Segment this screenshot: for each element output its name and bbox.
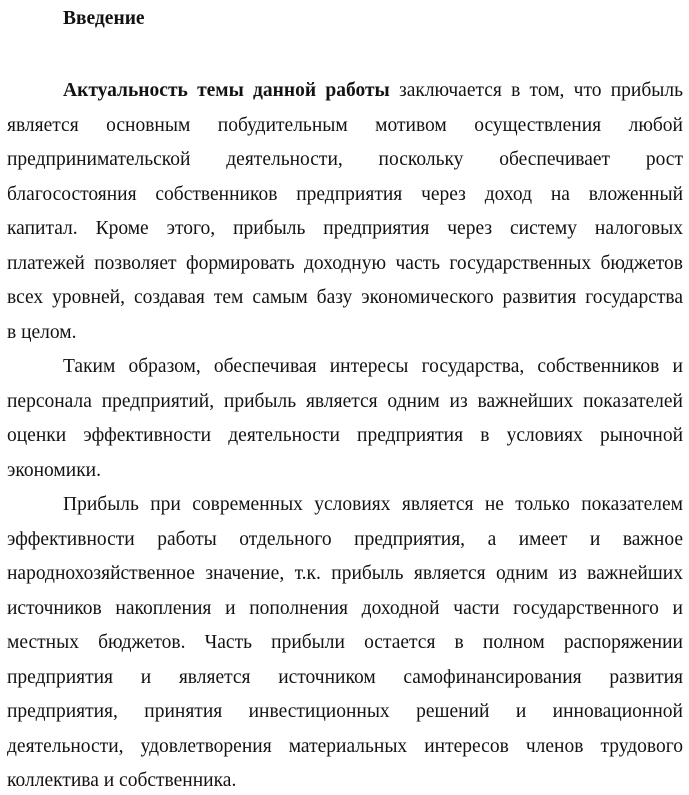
text-line: всех уровней, создавая тем самым базу экономического развития государства [7,287,683,308]
section-heading: Введение [63,8,145,29]
text-line: оценки эффективности деятельности предприятия в условиях рыночной [7,425,683,446]
text-line [7,74,683,109]
text-line: деятельности, удовлетворения материальных интересов членов трудового [7,735,683,757]
text-line: коллектива и собственника. [7,770,237,791]
text-line: Прибыль при современных условиях является не только показателем [63,494,683,515]
text-line: местных бюджетов. Часть прибыли остается в полном распоряжении [7,632,683,653]
paragraph-2 [7,350,683,488]
paragraph-3 [7,488,683,795]
text-line: Таким образом, обеспечивая интересы государства, собственников и [63,356,683,377]
text-line: предпринимательской деятельности, поскольку обеспечивает рост [7,149,683,170]
text-line: предприятия, принятия инвестиционных решений и инновационной [7,701,683,722]
paragraph-1 [7,74,683,350]
text-line: народнохозяйственное значение, т.к. прибыль является одним из важнейших [7,563,683,584]
lead-bold-text: Актуальность темы данной работы [63,80,390,101]
text-line: экономики. [7,459,101,481]
text-line: благосостояния собственников предприятия через доход на вложенный [7,183,683,205]
text-line: источников накопления и пополнения доходной части государственного и [7,597,683,619]
text-line: капитал. Кроме этого, прибыль предприятия через систему налоговых [7,218,683,239]
text-line: персонала предприятий, прибыль является одним из важнейших показателей [7,390,683,412]
text-line: в целом. [7,321,77,343]
text-line: платежей позволяет формировать доходную часть государственных бюджетов [7,252,683,274]
text-line: является основным побудительным мотивом осуществления любой [7,114,683,136]
text-line: предприятия и является источником самофинансирования развития [7,666,683,688]
text-line: эффективности работы отдельного предприятия, а имеет и важное [7,528,683,550]
lead-rest-text: заключается в том, что прибыль [389,80,683,101]
